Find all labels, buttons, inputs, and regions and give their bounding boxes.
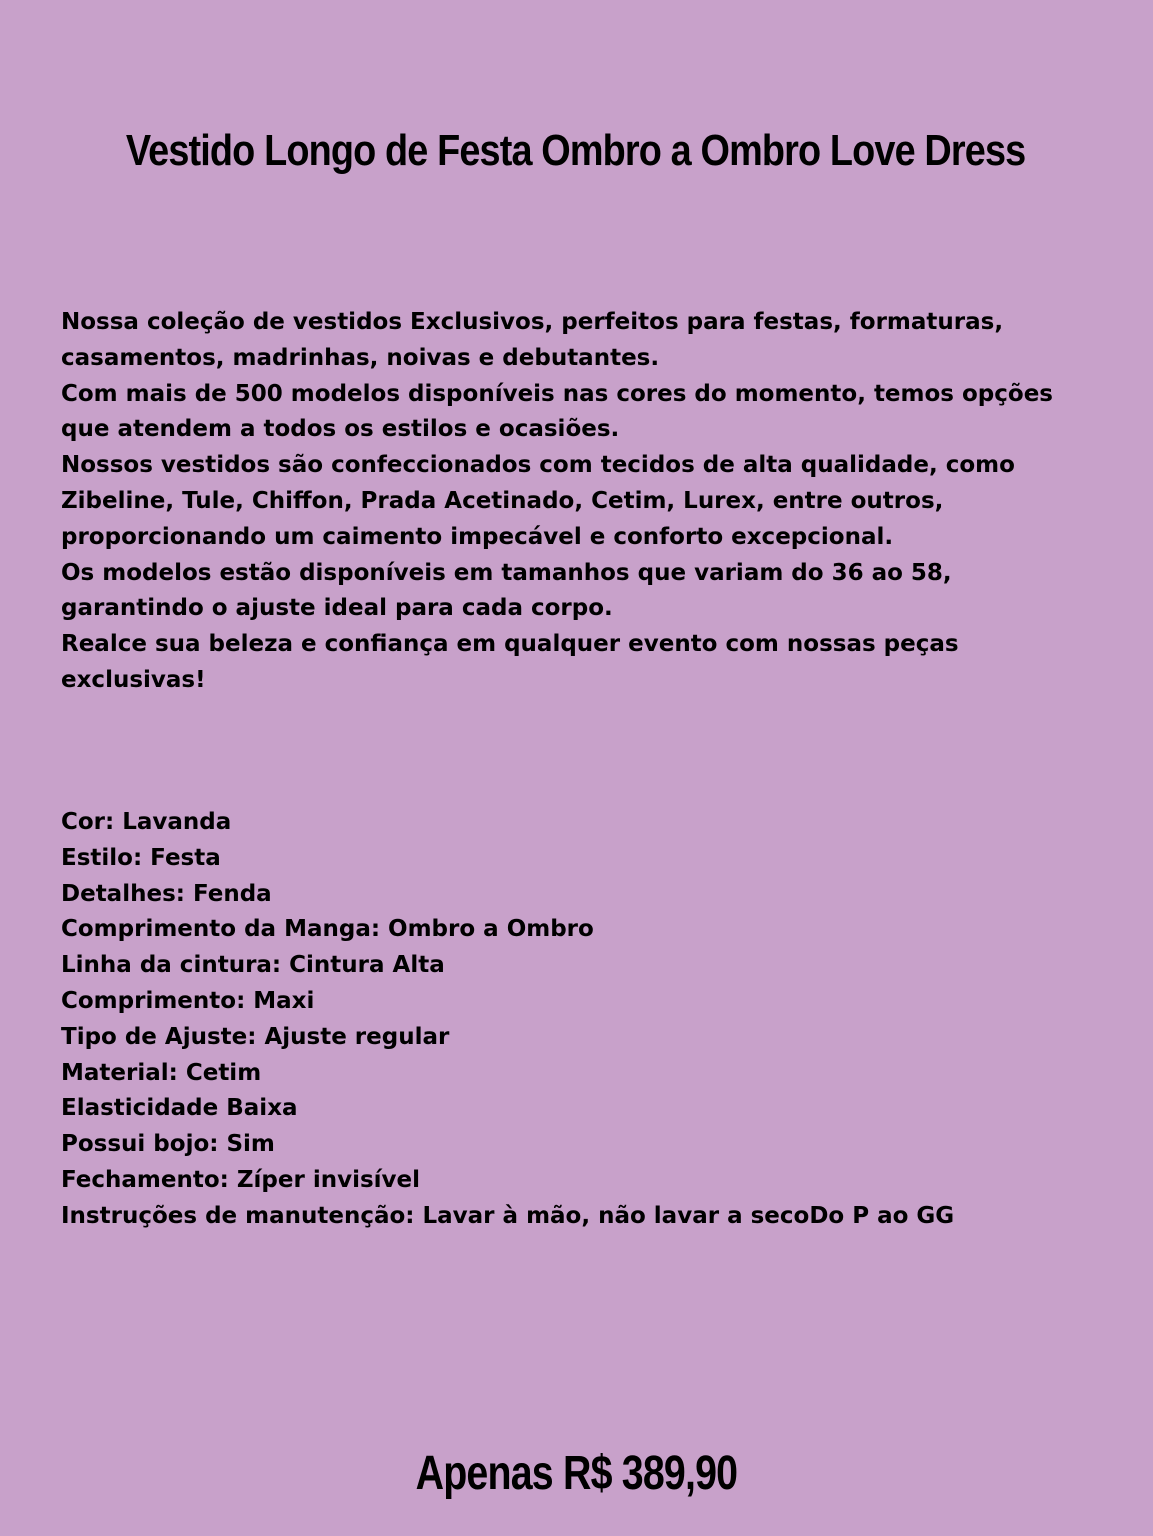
description-paragraph: Nossos vestidos são confeccionados com tecidos de alta qualidade, como Zibeline, Tule, Chiffon, Prada Acetinado, Cetim, Lurex, entre outros, proporcionando um caimento impecável e conforto excepcional.	[61, 452, 1015, 550]
spec-item-material: Material: Cetim	[61, 1059, 262, 1086]
spec-item-color: Cor: Lavanda	[61, 809, 232, 835]
spec-item-waistline: Linha da cintura: Cintura Alta	[61, 952, 445, 979]
spec-item-fit-type: Tipo de Ajuste: Ajuste regular	[61, 1023, 450, 1050]
description-paragraph: Nossa coleção de vestidos Exclusivos, perfeitos para festas, formaturas, casamentos, madrinhas, noivas e debutantes.	[61, 309, 1004, 371]
product-title: Vestido Longo de Festa Ombro a Ombro Love Dress	[125, 126, 1026, 176]
product-specs-list	[61, 805, 1061, 1235]
product-price: Apenas R$ 389,90	[415, 1447, 738, 1500]
description-paragraph: Os modelos estão disponíveis em tamanhos que variam do 36 ao 58, garantindo o ajuste ideal para cada corpo.	[61, 559, 952, 622]
spec-item-elasticity: Elasticidade Baixa	[61, 1095, 298, 1122]
spec-item-closure: Fechamento: Zíper invisível	[61, 1166, 421, 1193]
spec-item-care-instructions: Instruções de manutenção: Lavar à mão, não lavar a secoDo P ao GG	[61, 1202, 955, 1229]
spec-item-length: Comprimento: Maxi	[61, 987, 315, 1014]
spec-item-details: Detalhes: Fenda	[61, 880, 272, 907]
spec-item-padding: Possui bojo: Sim	[61, 1131, 275, 1158]
spec-item-sleeve-length: Comprimento da Manga: Ombro a Ombro	[61, 916, 594, 943]
spec-item-style: Estilo: Festa	[61, 844, 221, 871]
product-description	[61, 305, 1061, 699]
description-paragraph: Com mais de 500 modelos disponíveis nas cores do momento, temos opções que atendem a todos os estilos e ocasiões.	[61, 380, 1053, 443]
description-paragraph: Realce sua beleza e confiança em qualquer evento com nossas peças exclusivas!	[61, 631, 959, 693]
